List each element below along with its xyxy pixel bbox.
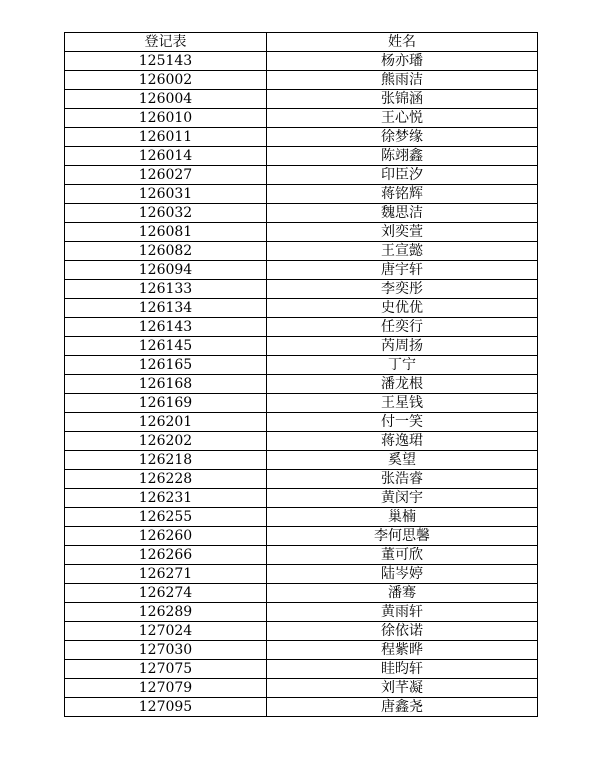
student-name-cell: 董可欣 [267, 546, 538, 565]
student-name-cell: 眭昀轩 [267, 660, 538, 679]
roster-table [64, 32, 538, 717]
table-row [65, 299, 538, 318]
registration-number-cell: 126169 [65, 394, 267, 413]
table-row [65, 641, 538, 660]
table-row [65, 375, 538, 394]
table-row [65, 52, 538, 71]
registration-number-cell: 127095 [65, 698, 267, 717]
table-row [65, 565, 538, 584]
table-row [65, 90, 538, 109]
student-name-cell: 魏思洁 [267, 204, 538, 223]
student-name-cell: 付一笑 [267, 413, 538, 432]
table-row [65, 489, 538, 508]
header-name: 姓名 [267, 33, 538, 52]
student-name-cell: 王心悦 [267, 109, 538, 128]
registration-number-cell: 127030 [65, 641, 267, 660]
table-row [65, 527, 538, 546]
registration-number-cell: 126165 [65, 356, 267, 375]
table-row [65, 394, 538, 413]
table-row [65, 698, 538, 717]
student-name-cell: 潘骞 [267, 584, 538, 603]
table-row [65, 71, 538, 90]
table-row [65, 508, 538, 527]
registration-number-cell: 126260 [65, 527, 267, 546]
registration-number-cell: 127075 [65, 660, 267, 679]
registration-number-cell: 126082 [65, 242, 267, 261]
table-row [65, 660, 538, 679]
table-row [65, 546, 538, 565]
table-row [65, 261, 538, 280]
student-name-cell: 张锦涵 [267, 90, 538, 109]
table-row [65, 242, 538, 261]
registration-number-cell: 126271 [65, 565, 267, 584]
table-row [65, 185, 538, 204]
registration-number-cell: 126274 [65, 584, 267, 603]
registration-number-cell: 126094 [65, 261, 267, 280]
registration-number-cell: 126228 [65, 470, 267, 489]
registration-number-cell: 126032 [65, 204, 267, 223]
table-row [65, 280, 538, 299]
student-name-cell: 蒋逸珺 [267, 432, 538, 451]
student-name-cell: 唐鑫尧 [267, 698, 538, 717]
registration-number-cell: 127079 [65, 679, 267, 698]
table-row [65, 584, 538, 603]
registration-number-cell: 126002 [65, 71, 267, 90]
student-name-cell: 程紫晔 [267, 641, 538, 660]
registration-number-cell: 126004 [65, 90, 267, 109]
student-name-cell: 李奕彤 [267, 280, 538, 299]
registration-number-cell: 126143 [65, 318, 267, 337]
student-name-cell: 陆岑婷 [267, 565, 538, 584]
student-name-cell: 王宣懿 [267, 242, 538, 261]
table-row [65, 223, 538, 242]
table-row [65, 204, 538, 223]
student-name-cell: 熊雨洁 [267, 71, 538, 90]
registration-number-cell: 126289 [65, 603, 267, 622]
registration-number-cell: 125143 [65, 52, 267, 71]
registration-number-cell: 126031 [65, 185, 267, 204]
student-name-cell: 徐梦缘 [267, 128, 538, 147]
registration-number-cell: 126231 [65, 489, 267, 508]
student-name-cell: 刘芊凝 [267, 679, 538, 698]
table-row [65, 603, 538, 622]
registration-number-cell: 126145 [65, 337, 267, 356]
table-row [65, 470, 538, 489]
table-row [65, 622, 538, 641]
student-name-cell: 徐依诺 [267, 622, 538, 641]
registration-number-cell: 126133 [65, 280, 267, 299]
student-name-cell: 唐宇轩 [267, 261, 538, 280]
student-name-cell: 任奕行 [267, 318, 538, 337]
student-name-cell: 潘龙根 [267, 375, 538, 394]
table-row [65, 432, 538, 451]
registration-number-cell: 126218 [65, 451, 267, 470]
student-name-cell: 王星钱 [267, 394, 538, 413]
registration-number-cell: 126027 [65, 166, 267, 185]
registration-number-cell: 126266 [65, 546, 267, 565]
registration-number-cell: 126134 [65, 299, 267, 318]
table-row [65, 679, 538, 698]
student-name-cell: 巢楠 [267, 508, 538, 527]
student-name-cell: 刘奕萱 [267, 223, 538, 242]
roster-body [65, 52, 538, 717]
header-registration: 登记表 [65, 33, 267, 52]
student-name-cell: 印臣汐 [267, 166, 538, 185]
registration-number-cell: 126255 [65, 508, 267, 527]
registration-number-cell: 126081 [65, 223, 267, 242]
table-row [65, 413, 538, 432]
student-name-cell: 陈翊鑫 [267, 147, 538, 166]
registration-number-cell: 126202 [65, 432, 267, 451]
roster-sheet [64, 32, 538, 717]
header-row [65, 33, 538, 52]
student-name-cell: 李何思馨 [267, 527, 538, 546]
student-name-cell: 张浩睿 [267, 470, 538, 489]
student-name-cell: 奚望 [267, 451, 538, 470]
table-row [65, 128, 538, 147]
registration-number-cell: 126011 [65, 128, 267, 147]
student-name-cell: 蒋铭辉 [267, 185, 538, 204]
table-row [65, 318, 538, 337]
table-row [65, 337, 538, 356]
registration-number-cell: 127024 [65, 622, 267, 641]
student-name-cell: 芮周扬 [267, 337, 538, 356]
table-row [65, 356, 538, 375]
registration-number-cell: 126201 [65, 413, 267, 432]
student-name-cell: 黄雨轩 [267, 603, 538, 622]
table-row [65, 166, 538, 185]
registration-number-cell: 126010 [65, 109, 267, 128]
registration-number-cell: 126014 [65, 147, 267, 166]
table-row [65, 109, 538, 128]
registration-number-cell: 126168 [65, 375, 267, 394]
student-name-cell: 黄闵宇 [267, 489, 538, 508]
student-name-cell: 杨亦璠 [267, 52, 538, 71]
table-row [65, 147, 538, 166]
table-row [65, 451, 538, 470]
student-name-cell: 丁宁 [267, 356, 538, 375]
student-name-cell: 史优优 [267, 299, 538, 318]
